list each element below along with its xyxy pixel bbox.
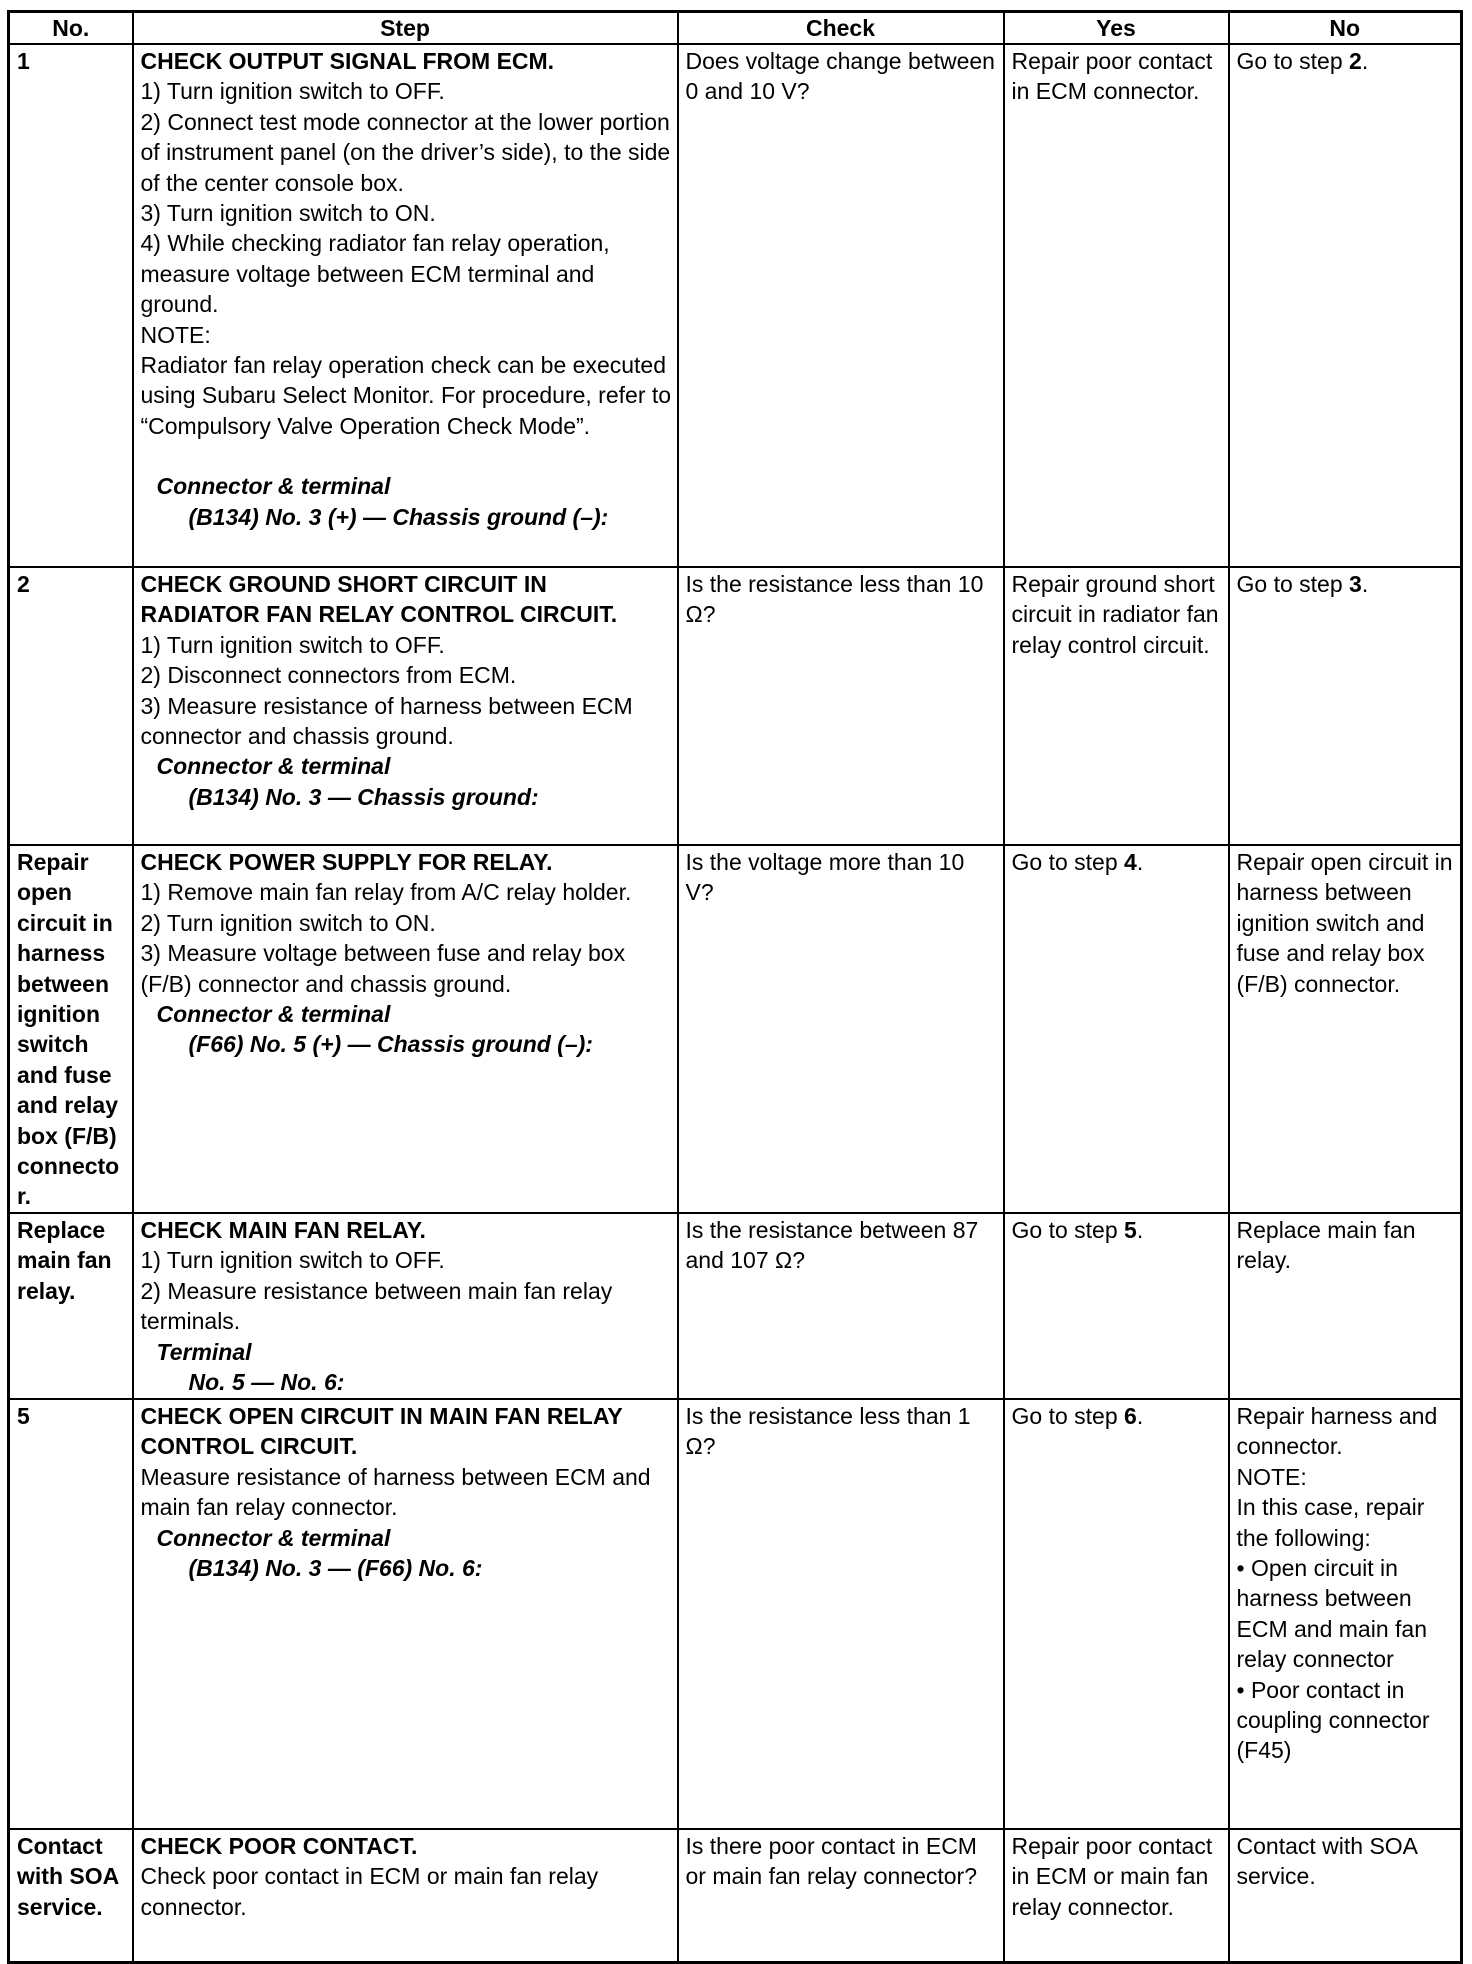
table-row bbox=[9, 1829, 1462, 1963]
no-cell bbox=[1229, 44, 1462, 567]
check-cell: Does voltage change between 0 and 10 V? bbox=[678, 44, 1004, 567]
step-ref: 3 bbox=[1349, 571, 1362, 597]
connector-label: Connector & terminal bbox=[156, 753, 391, 780]
no-text-suffix: . bbox=[1361, 571, 1369, 597]
no-cell bbox=[1229, 1399, 1462, 1829]
yes-cell bbox=[1004, 1213, 1229, 1399]
step-line: Check poor contact in ECM or main fan relay connector. bbox=[140, 1863, 599, 1920]
step-cell bbox=[133, 44, 678, 567]
diagnostic-procedure-page bbox=[7, 10, 1460, 1920]
header-step: Step bbox=[133, 12, 678, 45]
no-line: NOTE: bbox=[1236, 1463, 1307, 1490]
table-row bbox=[9, 44, 1462, 567]
step-number: 2 bbox=[9, 567, 133, 845]
step-number: 1 bbox=[9, 44, 133, 567]
header-no: No. bbox=[9, 12, 133, 45]
yes-text: Go to step bbox=[1011, 849, 1125, 875]
no-line: Repair harness and connector. bbox=[1236, 1402, 1438, 1460]
check-cell: Is the resistance less than 1 Ω? bbox=[678, 1399, 1004, 1829]
no-cell: Repair open circuit in harness between ignition switch and fuse and relay box (F/B) connector. bbox=[1229, 845, 1462, 1213]
check-cell: Is the resistance less than 10 Ω? bbox=[678, 567, 1004, 845]
yes-cell: Repair poor contact in ECM or main fan relay connector. bbox=[1004, 1829, 1229, 1963]
step-cell bbox=[133, 1829, 678, 1963]
step-line: 2) Connect test mode connector at the lower portion of instrument panel (on the driver’s side), to the side of the center console box. bbox=[140, 108, 671, 196]
step-cell bbox=[133, 567, 678, 845]
header-check: Check bbox=[678, 12, 1004, 45]
step-cell bbox=[133, 1399, 678, 1829]
step-line: 4) While checking radiator fan relay operation, measure voltage between ECM terminal and ground. bbox=[140, 230, 610, 318]
step-title: CHECK POOR CONTACT. bbox=[140, 1832, 418, 1859]
step-line: 1) Turn ignition switch to OFF. bbox=[140, 631, 445, 658]
no-line: In this case, repair the following: bbox=[1236, 1494, 1425, 1551]
step-line: 1) Turn ignition switch to OFF. bbox=[140, 78, 445, 105]
bullet-item: • Poor contact in coupling connector (F45) bbox=[1237, 1675, 1456, 1766]
no-text-suffix: . bbox=[1361, 48, 1369, 74]
connector-value: (B134) No. 3 — (F66) No. 6: bbox=[188, 1554, 483, 1581]
yes-cell: Repair poor contact in ECM connector. bbox=[1004, 44, 1229, 567]
no-cell: Replace main fan relay. bbox=[1229, 1213, 1462, 1399]
no-text: Go to step bbox=[1236, 48, 1350, 74]
step-line: 2) Measure resistance between main fan relay terminals. bbox=[140, 1277, 613, 1335]
yes-text: Go to step bbox=[1011, 1402, 1125, 1429]
step-ref: 2 bbox=[1349, 48, 1362, 74]
connector-value: No. 5 — No. 6: bbox=[188, 1368, 345, 1395]
diagnostic-table bbox=[7, 10, 1463, 1964]
step-number: 5 bbox=[9, 1399, 133, 1829]
step-ref: 6 bbox=[1124, 1402, 1137, 1429]
table-row bbox=[9, 567, 1462, 845]
connector-label: Connector & terminal bbox=[156, 1524, 391, 1551]
step-cell bbox=[133, 1213, 678, 1399]
step-cell bbox=[133, 845, 678, 1213]
connector-label: Terminal bbox=[156, 1338, 252, 1365]
step-number: Repair open circuit in harness between ignition switch and fuse and relay box (F/B) connector. bbox=[9, 845, 133, 1213]
no-cell bbox=[1229, 567, 1462, 845]
step-title: CHECK OUTPUT SIGNAL FROM ECM. bbox=[140, 48, 555, 74]
step-number: Replace main fan relay. bbox=[9, 1213, 133, 1399]
connector-label: Connector & terminal bbox=[156, 473, 391, 500]
yes-cell bbox=[1004, 1399, 1229, 1829]
step-line: 3) Turn ignition switch to ON. bbox=[140, 200, 436, 227]
no-cell: Contact with SOA service. bbox=[1229, 1829, 1462, 1963]
step-title: CHECK MAIN FAN RELAY. bbox=[140, 1216, 426, 1243]
check-cell: Is there poor contact in ECM or main fan relay connector? bbox=[678, 1829, 1004, 1963]
bullet-item: • Open circuit in harness between ECM and main fan relay connector bbox=[1237, 1553, 1456, 1675]
yes-text-suffix: . bbox=[1136, 1216, 1144, 1243]
yes-cell bbox=[1004, 845, 1229, 1213]
step-title: CHECK OPEN CIRCUIT IN MAIN FAN RELAY CONTROL CIRCUIT. bbox=[140, 1402, 623, 1460]
table-row bbox=[9, 1213, 1462, 1399]
header-no-result: No bbox=[1229, 12, 1462, 45]
step-ref: 5 bbox=[1124, 1216, 1137, 1243]
step-line: 2) Disconnect connectors from ECM. bbox=[140, 662, 517, 689]
table-row bbox=[9, 845, 1462, 1213]
table-row bbox=[9, 1399, 1462, 1829]
step-line: 3) Measure resistance of harness between ECM connector and chassis ground. bbox=[140, 692, 633, 750]
yes-cell: Repair ground short circuit in radiator fan relay control circuit. bbox=[1004, 567, 1229, 845]
connector-value: (B134) No. 3 (+) — Chassis ground (–): bbox=[188, 503, 609, 530]
step-line: 1) Remove main fan relay from A/C relay holder. bbox=[140, 879, 632, 906]
step-line: 3) Measure voltage between fuse and relay box (F/B) connector and chassis ground. bbox=[140, 940, 626, 997]
yes-text-suffix: . bbox=[1136, 849, 1144, 875]
step-number: Contact with SOA service. bbox=[9, 1829, 133, 1963]
step-line: Radiator fan relay operation check can be executed using Subaru Select Monitor. For procedure, refer to “Compulsory Valve Operation Check Mode”. bbox=[140, 352, 672, 439]
step-line: 1) Turn ignition switch to OFF. bbox=[140, 1247, 445, 1274]
step-line: 2) Turn ignition switch to ON. bbox=[140, 909, 436, 936]
step-line: Measure resistance of harness between ECM and main fan relay connector. bbox=[140, 1463, 651, 1521]
check-cell: Is the resistance between 87 and 107 Ω? bbox=[678, 1213, 1004, 1399]
step-ref: 4 bbox=[1124, 849, 1137, 875]
connector-label: Connector & terminal bbox=[156, 1001, 391, 1028]
connector-value: (F66) No. 5 (+) — Chassis ground (–): bbox=[188, 1031, 593, 1058]
step-title: CHECK POWER SUPPLY FOR RELAY. bbox=[140, 849, 553, 875]
no-text: Go to step bbox=[1236, 571, 1350, 597]
table-header-row bbox=[9, 12, 1462, 45]
step-line: NOTE: bbox=[140, 321, 211, 348]
connector-value: (B134) No. 3 — Chassis ground: bbox=[188, 783, 539, 810]
check-cell: Is the voltage more than 10 V? bbox=[678, 845, 1004, 1213]
step-title: CHECK GROUND SHORT CIRCUIT IN RADIATOR FAN RELAY CONTROL CIRCUIT. bbox=[140, 571, 618, 628]
yes-text: Go to step bbox=[1011, 1216, 1125, 1243]
yes-text-suffix: . bbox=[1136, 1402, 1144, 1429]
header-yes: Yes bbox=[1004, 12, 1229, 45]
